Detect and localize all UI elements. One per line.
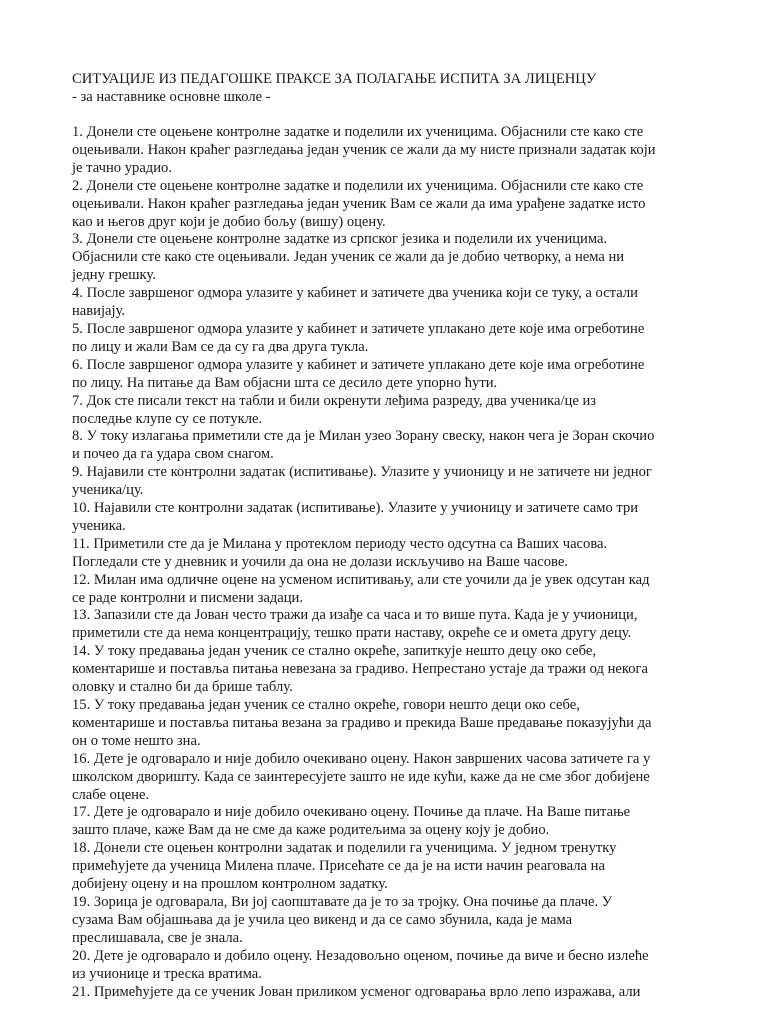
situation-line: као и његов друг који је добио бољу (вишу) оцену.: [72, 213, 386, 230]
situation-line: је тачно урадио.: [72, 159, 172, 176]
situation-item: [72, 536, 712, 572]
situation-item: [72, 948, 712, 984]
situation-line: по лицу. На питање да Вам објасни шта се десило дете упорно ћути.: [72, 374, 498, 391]
situation-line: Погледали сте у дневник и уочили да она не долази искључиво на Ваше часове.: [72, 553, 568, 570]
document-page: [72, 70, 712, 1001]
situation-line: из учионице и треска вратима.: [72, 965, 262, 982]
situation-line: 7. Док сте писали текст на табли и били окренути леђима разреду, два ученика/це из: [72, 392, 597, 409]
situation-item: [72, 357, 712, 393]
situation-item: [72, 393, 712, 429]
situation-line: ученика.: [72, 517, 126, 534]
situation-line: 16. Дете је одговарало и није добило очекивано оцену. Након завршених часова затичете га у: [72, 750, 651, 767]
situation-item: [72, 840, 712, 894]
situation-line: 12. Милан има одличне оцене на усменом испитивању, али сте уочили да је увек одсутан кад: [72, 571, 650, 588]
situation-item: [72, 321, 712, 357]
situation-line: 2. Донели сте оцењене контролне задатке и поделили их ученицима. Објаснили сте како сте: [72, 177, 644, 194]
situation-line: 10. Најавили сте контролни задатак (испитивање). Улазите у учионицу и затичете само три: [72, 500, 639, 517]
situation-line: 13. Запазили сте да Јован често тражи да изађе са часа и то више пута. Када је у учионици,: [72, 607, 638, 624]
situation-item: [72, 500, 712, 536]
situation-line: 18. Донели сте оцењен контролни задатак и поделили га ученицима. У једном тренутку: [72, 840, 617, 857]
situation-line: коментарише и поставља питања везана за градиво и прекида Ваше предавање показујући да: [72, 714, 652, 731]
situation-line: 21. Примећујете да се ученик Јован приликом усменог одговарања врло лепо изражава, али: [72, 983, 641, 1000]
situation-line: Објаснили сте како сте оцењивали. Један ученик се жали да је добио четворку, а нема ни: [72, 249, 625, 266]
situation-line: 9. Најавили сте контролни задатак (испитивање). Улазите у учионицу и не затичете ни једног: [72, 464, 652, 481]
situation-line: 1. Донели сте оцењене контролне задатке и поделили их ученицима. Објаснили сте како сте: [72, 124, 644, 140]
situation-line: добијену оцену и на прошлом контролном задатку.: [72, 876, 388, 893]
situation-item: [72, 572, 712, 608]
situation-line: једну грешку.: [72, 267, 156, 284]
situation-line: по лицу и жали Вам се да су га два друга тукла.: [72, 338, 369, 355]
situation-item: [72, 124, 712, 178]
situation-line: оцењивали. Након краћег разгледања један ученик Вам се жали да има урађене задатке исто: [72, 195, 646, 212]
situation-item: [72, 178, 712, 232]
situation-line: 3. Донели сте оцењене контролне задатке из српског језика и поделили их ученицима.: [72, 231, 608, 248]
situation-line: преслишавала, све је знала.: [72, 929, 243, 946]
situation-line: примећујете да ученица Милена плаче. Присећате се да је на исти начин реаговала на: [72, 858, 605, 875]
situation-item: [72, 984, 712, 1002]
situation-line: последње клупе су се потукле.: [72, 410, 263, 427]
situation-item: [72, 697, 712, 751]
situations-list: [72, 124, 712, 1001]
situation-line: ученика/цу.: [72, 482, 144, 499]
situation-line: школском дворишту. Када се заинтересујете зашто не иде кући, каже да не сме због добијене: [72, 768, 650, 785]
situation-item: [72, 607, 712, 643]
situation-line: 19. Зорица је одговарала, Ви јој саопштавате да је то за тројку. Она почиње да плаче. У: [72, 893, 613, 910]
situation-line: 11. Приметили сте да је Милана у протеклом периоду често одсутна са Ваших часова.: [72, 535, 608, 552]
document-title: СИТУАЦИЈЕ ИЗ ПЕДАГОШКЕ ПРАКСЕ ЗА ПОЛАГАЊЕ ИСПИТА ЗА ЛИЦЕНЦУ: [72, 71, 597, 87]
situation-item: [72, 751, 712, 805]
situation-line: 14. У току предавања један ученик се стално окреће, запиткује нешто децу око себе,: [72, 643, 596, 660]
situation-line: 4. После завршеног одмора улазите у кабинет и затичете два ученика који се туку, а остали: [72, 285, 638, 302]
situation-line: сузама Вам објашњава да је учила цео викенд и да се само збунила, када је мама: [72, 911, 573, 928]
situation-line: он о томе нешто зна.: [72, 732, 201, 749]
situation-item: [72, 894, 712, 948]
situation-item: [72, 804, 712, 840]
situation-item: [72, 643, 712, 697]
situation-line: зашто плаче, каже Вам да не сме да каже родитељима за оцену коју је добио.: [72, 822, 550, 839]
situation-line: оцењивали. Након краћег разгледања један ученик се жали да му нисте признали задатак који: [72, 141, 656, 158]
situation-item: [72, 285, 712, 321]
situation-item: [72, 464, 712, 500]
situation-item: [72, 231, 712, 285]
situation-line: оловку и стално би да брише таблу.: [72, 679, 293, 696]
situation-line: 6. После завршеног одмора улазите у кабинет и затичете уплакано дете које има огреботине: [72, 356, 645, 373]
situation-line: и почео да га удара свом снагом.: [72, 446, 274, 463]
situation-line: слабе оцене.: [72, 786, 150, 803]
situation-line: се раде контролни и писмени задаци.: [72, 589, 304, 606]
situation-item: [72, 428, 712, 464]
situation-line: 20. Дете је одговарало и добило оцену. Незадовољно оценом, почиње да виче и бесно излеће: [72, 947, 649, 964]
document-subtitle: - за наставнике основне школе -: [72, 89, 271, 105]
situation-line: 5. После завршеног одмора улазите у кабинет и затичете уплакано дете које има огреботине: [72, 320, 645, 337]
situation-line: коментарише и поставља питања невезана за градиво. Непрестано устаје да тражи од некога: [72, 661, 648, 678]
situation-line: 8. У току излагања приметили сте да је Милан узео Зорану свеску, након чега је Зоран скочио: [72, 428, 655, 445]
situation-line: приметили сте да нема концентрацију, тешко прати наставу, окреће се и омета другу децу.: [72, 625, 632, 642]
situation-line: 15. У току предавања један ученик се стално окреће, говори нешто деци око себе,: [72, 697, 580, 713]
situation-line: 17. Дете је одговарало и није добило очекивано оцену. Почиње да плаче. На Ваше питање: [72, 804, 631, 821]
situation-line: навијају.: [72, 303, 126, 320]
